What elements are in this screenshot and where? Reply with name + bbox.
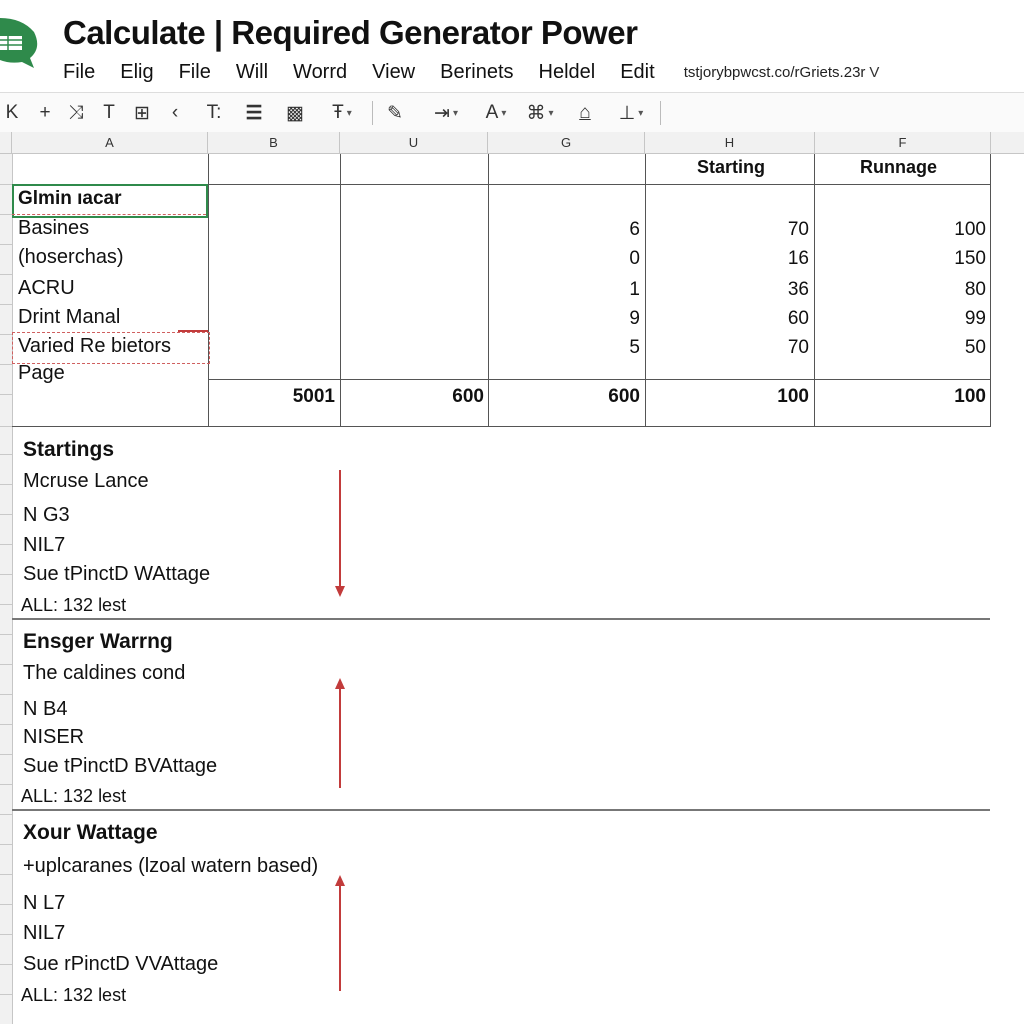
pen-icon[interactable]: ✎ <box>387 102 403 124</box>
section-wattage: Sue tPinctD WAttage <box>23 563 211 585</box>
menu-worrd[interactable]: Worrd <box>293 60 348 83</box>
borders-dropdown[interactable] <box>610 99 652 127</box>
cell-h[interactable]: 60 <box>787 308 809 329</box>
toolbar-divider <box>372 101 373 125</box>
document-icon[interactable]: ☰ <box>245 102 263 124</box>
align-icon: ⇥ <box>434 102 450 124</box>
cell-f[interactable]: 150 <box>954 248 986 269</box>
section-divider <box>12 809 990 811</box>
toolbar-divider <box>660 101 661 125</box>
section-all: ALL: 132 lest <box>21 786 127 806</box>
table-column-border <box>208 154 209 427</box>
table-totals-border <box>208 379 991 380</box>
row-label[interactable]: (hoserchas) <box>18 246 124 268</box>
cell-f[interactable]: 50 <box>964 337 986 358</box>
cut-icon[interactable]: ⤨ <box>68 102 84 123</box>
section-title: Xour Wattage <box>23 821 158 844</box>
menu-file-2[interactable]: File <box>178 60 211 83</box>
row-divider <box>0 244 12 245</box>
row-divider <box>0 274 12 275</box>
row-divider <box>0 634 12 635</box>
row-divider <box>0 426 12 427</box>
column-header-a[interactable]: A <box>12 132 208 154</box>
document-title: Calculate | Required Generator Power <box>63 14 638 51</box>
row-label[interactable]: Varied Re bietors <box>18 335 172 357</box>
table-column-border <box>814 154 815 427</box>
table-column-border <box>645 154 646 427</box>
total-f[interactable]: 100 <box>954 386 986 407</box>
section-all: ALL: 132 lest <box>21 985 127 1005</box>
row-divider <box>0 454 12 455</box>
arrow-up-icon <box>333 875 347 993</box>
cell-h[interactable]: 36 <box>787 279 809 300</box>
menu-view[interactable]: View <box>372 60 416 83</box>
total-b[interactable]: 5001 <box>292 386 335 407</box>
column-header-g[interactable]: G <box>488 132 645 154</box>
column-header-h[interactable]: H <box>645 132 815 154</box>
url-dropdown-icon[interactable]: V <box>869 63 880 81</box>
fill-dropdown[interactable] <box>520 99 560 127</box>
menu-edit[interactable]: Edit <box>620 60 655 83</box>
total-u[interactable]: 600 <box>452 386 484 407</box>
chevron-down-icon: ▾ <box>638 107 644 119</box>
cell-f[interactable]: 99 <box>964 308 986 329</box>
menu-elig[interactable]: Elig <box>120 60 154 83</box>
row-divider <box>0 574 12 575</box>
column-header-f[interactable]: F <box>815 132 991 154</box>
row-divider <box>0 934 12 935</box>
table-bottom-border <box>12 426 991 427</box>
selection-marker <box>178 330 208 332</box>
table-column-border <box>340 154 341 427</box>
row-divider <box>0 904 12 905</box>
row-divider <box>0 994 12 995</box>
dashed-selection-top <box>12 214 206 215</box>
row-divider <box>0 604 12 605</box>
text-menu-icon[interactable]: T: <box>206 102 222 123</box>
borders-icon: ⊥ <box>618 102 636 124</box>
chevron-down-icon: ▾ <box>548 107 554 119</box>
cell-g[interactable]: 5 <box>629 337 640 358</box>
header-starting[interactable]: Starting <box>697 157 766 177</box>
cell-h[interactable]: 70 <box>787 337 809 358</box>
filter-dropdown[interactable] <box>320 99 364 127</box>
row-divider <box>0 304 12 305</box>
hook-icon[interactable]: ‹ <box>171 102 179 123</box>
section-line: Mcruse Lance <box>23 470 149 492</box>
chevron-down-icon: ▾ <box>346 107 352 119</box>
section-code: N L7 <box>23 892 66 914</box>
row-divider <box>0 334 12 335</box>
row-divider <box>0 844 12 845</box>
grid-icon[interactable]: ⊞ <box>134 102 150 124</box>
row-divider <box>0 394 12 395</box>
row-divider <box>0 184 12 185</box>
table-column-border <box>990 154 991 427</box>
row-divider <box>0 814 12 815</box>
toolbar <box>0 92 1024 134</box>
chevron-down-icon: ▾ <box>501 107 507 119</box>
section-all: ALL: 132 lest <box>21 595 127 615</box>
row-divider <box>0 484 12 485</box>
section-wattage: Sue rPinctD VVAttage <box>23 953 219 975</box>
menu-heldel[interactable]: Heldel <box>538 60 596 83</box>
total-h[interactable]: 100 <box>777 386 809 407</box>
undo-icon[interactable]: K <box>5 102 19 123</box>
row-divider <box>0 214 12 215</box>
section-wattage: Sue tPinctD BVAttage <box>23 755 218 777</box>
chevron-down-icon: ▾ <box>452 107 458 119</box>
column-header-b[interactable]: B <box>208 132 340 154</box>
cell-g[interactable]: 0 <box>629 248 640 269</box>
row-divider <box>0 664 12 665</box>
row-divider <box>0 364 12 365</box>
section-title: Startings <box>23 438 115 461</box>
sheets-app-icon[interactable] <box>0 12 38 70</box>
cell-f[interactable]: 80 <box>964 279 986 300</box>
font-color-icon: A <box>485 102 499 123</box>
row-label-page[interactable]: Page <box>18 362 65 384</box>
cell-g[interactable]: 9 <box>629 308 640 329</box>
menu-will[interactable]: Will <box>235 60 269 83</box>
row-header-strip[interactable] <box>0 154 13 1024</box>
align-dropdown[interactable] <box>424 99 468 127</box>
menu-file[interactable]: File <box>63 60 96 83</box>
section-divider <box>12 618 990 620</box>
row-divider <box>0 514 12 515</box>
filter-icon: Ŧ <box>332 102 344 123</box>
row-divider <box>0 964 12 965</box>
document-url[interactable]: tstjorybpwcst.co/rGriets.23r <box>683 63 866 81</box>
cell-h[interactable]: 70 <box>787 219 809 240</box>
add-icon[interactable]: + <box>39 102 51 123</box>
section-line: +uplcaranes (lzoal watern based) <box>23 855 319 877</box>
row-divider <box>0 694 12 695</box>
section-code: NIL7 <box>23 922 66 944</box>
column-header-empty[interactable] <box>991 132 1024 154</box>
total-g[interactable]: 600 <box>608 386 640 407</box>
insert-icon[interactable]: ⌂ <box>579 102 591 123</box>
section-title: Ensger Warrng <box>23 630 173 653</box>
row-label[interactable]: ACRU <box>18 277 75 299</box>
header-running[interactable]: Runnage <box>860 157 938 177</box>
section-code: NISER <box>23 726 85 748</box>
table-column-border <box>488 154 489 427</box>
select-all-corner[interactable] <box>0 132 12 154</box>
section-code: N B4 <box>23 698 68 720</box>
text-icon[interactable]: T <box>103 102 115 123</box>
section-code: N G3 <box>23 504 70 526</box>
row-label[interactable]: Drint Manal <box>18 306 121 328</box>
row-divider <box>0 754 12 755</box>
row-divider <box>0 724 12 725</box>
menu-berinets[interactable]: Berinets <box>440 60 514 83</box>
cell-f[interactable]: 100 <box>954 219 986 240</box>
column-header-u[interactable]: U <box>340 132 488 154</box>
cell-h[interactable]: 16 <box>787 248 809 269</box>
row-divider <box>0 874 12 875</box>
cell-label-first[interactable]: Glmin ıacar <box>18 188 122 209</box>
row-divider <box>0 784 12 785</box>
cell-g[interactable]: 6 <box>629 219 640 240</box>
section-code: NIL7 <box>23 534 66 556</box>
font-color-dropdown[interactable] <box>476 99 516 127</box>
fill-icon: ⌘ <box>526 102 546 124</box>
chart-icon[interactable]: ▩ <box>286 102 304 124</box>
row-label[interactable]: Basines <box>18 217 90 239</box>
section-line: The caldines cond <box>23 662 186 684</box>
cell-g[interactable]: 1 <box>629 279 640 300</box>
arrow-up-icon <box>333 678 347 790</box>
row-divider <box>0 544 12 545</box>
arrow-down-icon <box>333 470 347 598</box>
menu-bar <box>63 59 879 85</box>
